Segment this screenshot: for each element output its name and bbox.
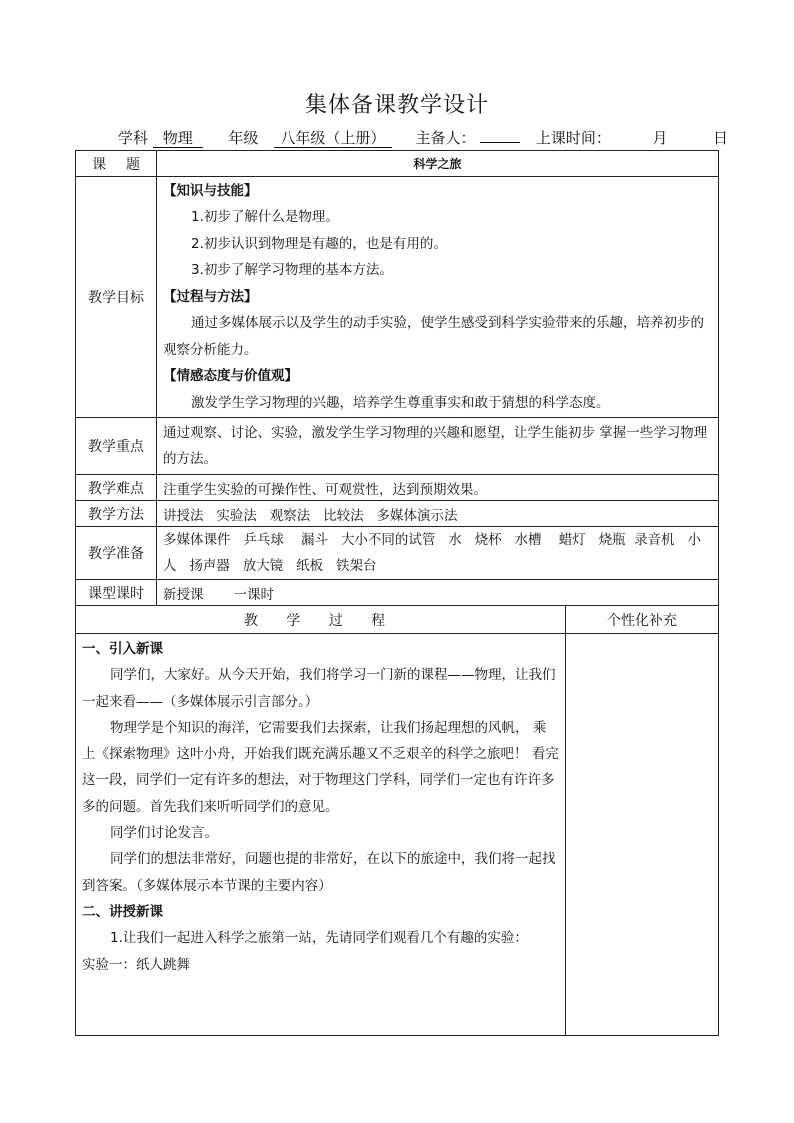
section-intro-title: 一、引入新课 bbox=[82, 641, 163, 657]
objectives-heading-process: 【过程与方法】 bbox=[163, 288, 258, 305]
objectives-heading-knowledge: 【知识与技能】 bbox=[163, 182, 258, 199]
process-cell bbox=[76, 634, 566, 1036]
topic-row bbox=[76, 151, 719, 177]
prep-value: 多媒体课件 乒乓球 漏斗 大小不同的试管 水 烧杯 水槽 蜡灯 烧瓶 录音机 小人 扬声器 放大镜 纸板 铁架台 bbox=[157, 527, 719, 580]
day-label: 日 bbox=[713, 129, 729, 147]
process-header: 教 学 过 程 bbox=[76, 606, 566, 634]
process-paragraph: 1.让我们一起进入科学之旅第一站，先请同学们观看几个有趣的实验： bbox=[110, 930, 528, 947]
month-label: 月 bbox=[652, 129, 668, 147]
grade-value: 八年级（上册） bbox=[274, 129, 392, 148]
topic-label-cell: 课 题 bbox=[76, 151, 157, 177]
prep-row bbox=[76, 527, 719, 580]
type-row bbox=[76, 580, 719, 606]
process-header-row bbox=[76, 606, 719, 634]
side-header: 个性化补充 bbox=[566, 606, 719, 634]
subject-label: 学科 bbox=[118, 129, 149, 147]
objectives-heading-attitude: 【情感态度与价值观】 bbox=[163, 368, 298, 385]
difficulty-label: 教学难点 bbox=[76, 475, 157, 501]
focus-row bbox=[76, 418, 719, 475]
process-method-text: 通过多媒体展示以及学生的动手实验，使学生感受到科学实验带来的乐趣，培养初步的观察分析能力。 bbox=[163, 315, 704, 358]
attitude-text: 激发学生学习物理的兴趣，培养学生尊重事实和敢于猜想的科学态度。 bbox=[191, 394, 610, 411]
method-value: 讲授法 实验法 观察法 比较法 多媒体演示法 bbox=[157, 501, 719, 527]
side-supplement-cell bbox=[566, 634, 719, 1036]
experiment-label: 实验一：纸人跳舞 bbox=[82, 956, 190, 973]
process-paragraph: 物理学是个知识的海洋，它需要我们去探索，让我们扬起理想的风帆， 乘上《探索物理》这叶小舟，开始我们既充满乐趣又不乏艰辛的科学之旅吧！ 看完这一段，同学们一定有许多的想法，对于物理这门学科，同学们一定也有许许多多的问题。首先我们来听听同学们的意见。 bbox=[82, 719, 559, 815]
process-paragraph: 同学们讨论发言。 bbox=[110, 825, 218, 842]
objectives-label: 教学目标 bbox=[76, 177, 157, 418]
preparer-value bbox=[480, 142, 520, 143]
focus-label: 教学重点 bbox=[76, 418, 157, 475]
topic-value: 科学之旅 bbox=[157, 151, 719, 177]
process-paragraph: 同学们的想法非常好，问题也提的非常好，在以下的旅途中，我们将一起找到答案。（多媒体展示本节课的主要内容） bbox=[82, 851, 556, 894]
section-teach-title: 二、讲授新课 bbox=[82, 903, 163, 920]
focus-value: 通过观察、讨论、实验，激发学生学习物理的兴趣和愿望，让学生能初步 掌握一些学习物理的方法。 bbox=[157, 418, 719, 475]
lesson-plan-table bbox=[75, 150, 719, 1036]
type-label: 课型课时 bbox=[76, 580, 157, 606]
difficulty-value: 注重学生实验的可操作性、可观赏性，达到预期效果。 bbox=[157, 475, 719, 501]
time-label: 上课时间： bbox=[535, 129, 611, 147]
grade-label: 年级 bbox=[228, 129, 259, 147]
process-body-row bbox=[76, 634, 719, 1036]
page-title: 集体备课教学设计 bbox=[304, 93, 489, 118]
header-info-line bbox=[118, 127, 728, 148]
knowledge-item-2: 2.初步认识到物理是有趣的，也是有用的。 bbox=[191, 235, 447, 252]
knowledge-item-3: 3.初步了解学习物理的基本方法。 bbox=[191, 262, 393, 279]
type-value: 新授课 一课时 bbox=[157, 580, 719, 606]
objectives-cell bbox=[157, 177, 719, 418]
process-paragraph: 同学们，大家好。从今天开始，我们将学习一门新的课程——物理，让我们一起来看——（多媒体展示引言部分。） bbox=[82, 667, 556, 710]
method-row bbox=[76, 501, 719, 527]
subject-value: 物理 bbox=[153, 129, 203, 148]
objectives-row bbox=[76, 177, 719, 418]
knowledge-item-1: 1.初步了解什么是物理。 bbox=[191, 209, 339, 226]
preparer-label: 主备人： bbox=[415, 129, 476, 147]
method-label: 教学方法 bbox=[76, 501, 157, 527]
difficulty-row bbox=[76, 475, 719, 501]
prep-label: 教学准备 bbox=[76, 527, 157, 580]
